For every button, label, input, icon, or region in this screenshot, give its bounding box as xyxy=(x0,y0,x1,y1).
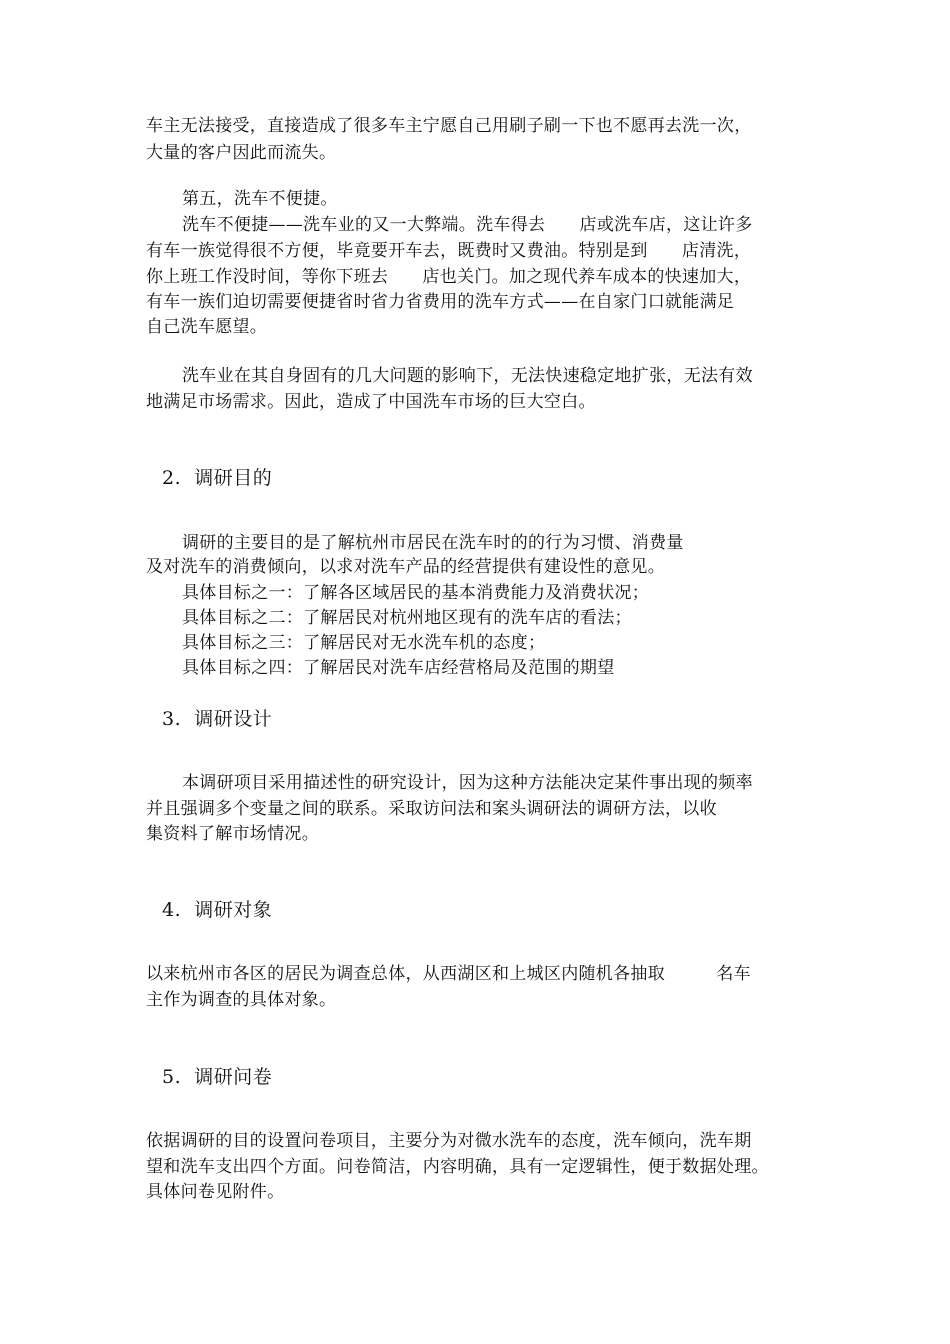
goal-item: 具体目标之四：了解居民对洗车店经营格局及范围的期望 xyxy=(182,658,615,678)
paragraph-line: 有车一族们迫切需要便捷省时省力省费用的洗车方式——在自家门口就能满足 xyxy=(146,292,735,312)
paragraph-line: 大量的客户因此而流失。 xyxy=(146,143,337,163)
paragraph-line: 洗车业在其自身固有的几大问题的影响下，无法快速稳定地扩张，无法有效 xyxy=(182,366,753,386)
goal-item: 具体目标之三：了解居民对无水洗车机的态度； xyxy=(182,633,546,653)
paragraph-line: 本调研项目采用描述性的研究设计，因为这种方法能决定某件事出现的频率 xyxy=(182,773,753,793)
section-heading-2: 2. 调研目的 xyxy=(162,467,273,489)
paragraph-line: 有车一族觉得很不方便，毕竟要开车去，既费时又费油。特别是到 店清洗， xyxy=(146,241,752,261)
paragraph-line: 并且强调多个变量之间的联系。采取访问法和案头调研法的调研方法，以收 xyxy=(146,799,717,819)
point-five-title: 第五，洗车不便捷。 xyxy=(182,189,338,209)
section-heading-5: 5. 调研问卷 xyxy=(162,1066,273,1088)
goal-item: 具体目标之一：了解各区域居民的基本消费能力及消费状况； xyxy=(182,583,650,603)
paragraph-line: 依据调研的目的设置问卷项目，主要分为对微水洗车的态度，洗车倾向，洗车期 xyxy=(146,1131,752,1151)
section-heading-4: 4. 调研对象 xyxy=(162,899,273,921)
paragraph-line: 望和洗车支出四个方面。问卷简洁，内容明确，具有一定逻辑性，便于数据处理。 xyxy=(146,1157,769,1177)
goal-item: 具体目标之二：了解居民对杭州地区现有的洗车店的看法； xyxy=(182,608,632,628)
paragraph-line: 洗车不便捷——洗车业的又一大弊端。洗车得去 店或洗车店，这让许多 xyxy=(182,215,753,235)
paragraph-line: 以来杭州市各区的居民为调查总体，从西湖区和上城区内随机各抽取 名车 xyxy=(146,964,751,984)
paragraph-line: 你上班工作没时间，等你下班去 店也关门。加之现代养车成本的快速加大， xyxy=(146,267,752,287)
paragraph-line: 车主无法接受，直接造成了很多车主宁愿自己用刷子刷一下也不愿再去洗一次， xyxy=(146,116,752,136)
paragraph-line: 集资料了解市场情况。 xyxy=(146,824,319,844)
section-heading-3: 3. 调研设计 xyxy=(162,708,273,730)
paragraph-line: 自己洗车愿望。 xyxy=(146,317,268,337)
paragraph-line: 主作为调查的具体对象。 xyxy=(146,990,337,1010)
paragraph-line: 调研的主要目的是了解杭州市居民在洗车时的的行为习惯、消费量 xyxy=(182,533,684,553)
paragraph-line: 地满足市场需求。因此，造成了中国洗车市场的巨大空白。 xyxy=(146,392,596,412)
paragraph-line: 及对洗车的消费倾向，以求对洗车产品的经营提供有建设性的意见。 xyxy=(146,557,665,577)
paragraph-line: 具体问卷见附件。 xyxy=(146,1182,285,1202)
